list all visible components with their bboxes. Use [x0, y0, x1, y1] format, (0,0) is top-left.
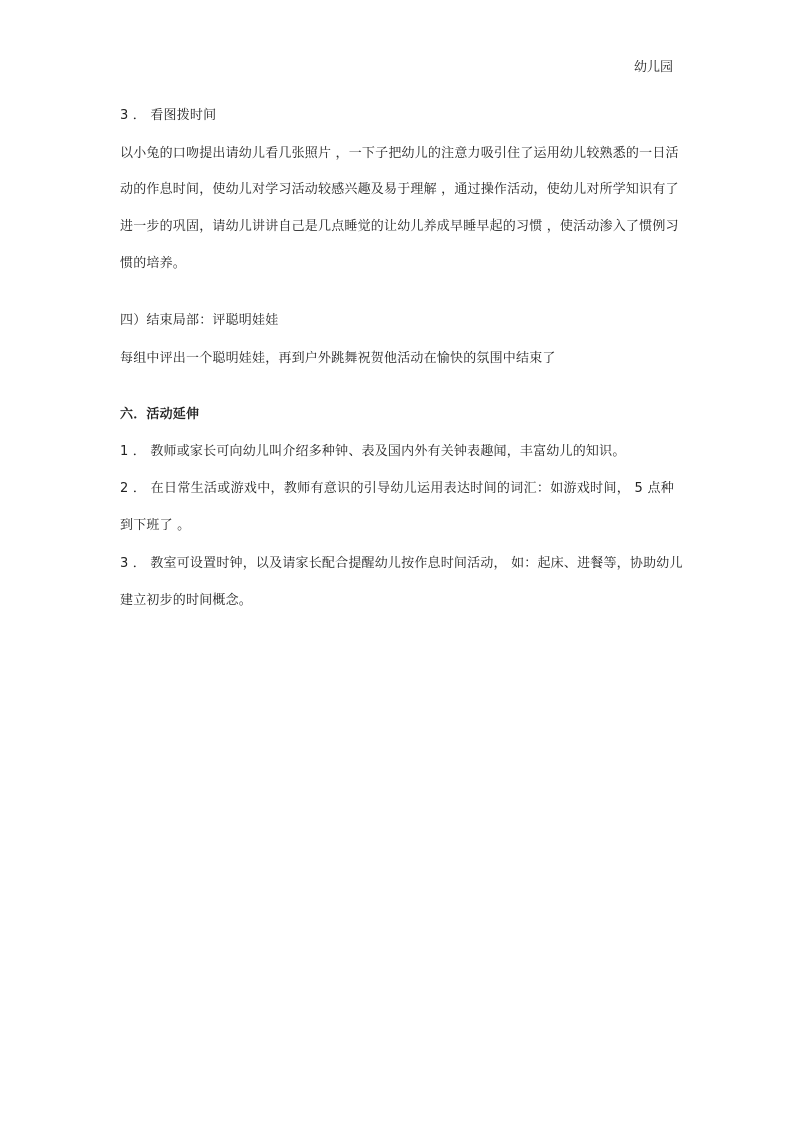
- section-6-item-3-line-2: 建立初步的时间概念。: [120, 593, 253, 608]
- section-4-paragraph: 每组中评出一个聪明娃娃，再到户外跳舞祝贺他活动在愉快的氛围中结束了: [120, 351, 556, 366]
- section-3-heading: 3 ． 看图拨时间: [120, 108, 217, 123]
- page-header-label: 幼儿园: [633, 60, 673, 75]
- section-4-heading: 四）结束局部：评聪明娃娃: [120, 313, 279, 328]
- section-3-paragraph-line-1: 以小兔的口吻提出请幼儿看几张照片 ，一下子把幼儿的注意力吸引住了运用幼儿较熟悉的一日活: [120, 146, 679, 161]
- section-6-item-2-line-1: 2 ． 在日常生活或游戏中，教师有意识的引导幼儿运用表达时间的词汇：如游戏时间， 5 点种: [120, 481, 674, 496]
- section-3-paragraph-line-2: 动的作息时间，使幼儿对学习活动较感兴趣及易于理解 ，通过操作活动，使幼儿对所学知识有了: [120, 182, 679, 197]
- section-6-item-2-line-2: 到下班了 。: [120, 518, 191, 533]
- section-3-paragraph-line-3: 进一步的巩固，请幼儿讲讲自己是几点睡觉的让幼儿养成早睡早起的习惯 ，使活动渗入了惯例习: [120, 219, 679, 234]
- section-3-paragraph-line-4: 惯的培养。: [120, 256, 187, 271]
- section-6-item-1: 1 ． 教师或家长可向幼儿叫介绍多种钟、表及国内外有关钟表趣闻，丰富幼儿的知识。: [120, 444, 626, 459]
- section-6-heading: 六．活动延伸: [120, 407, 200, 422]
- section-6-item-3-line-1: 3 ． 教室可设置时钟，以及请家长配合提醒幼儿按作息时间活动， 如：起床、进餐等，协助幼儿: [120, 556, 683, 571]
